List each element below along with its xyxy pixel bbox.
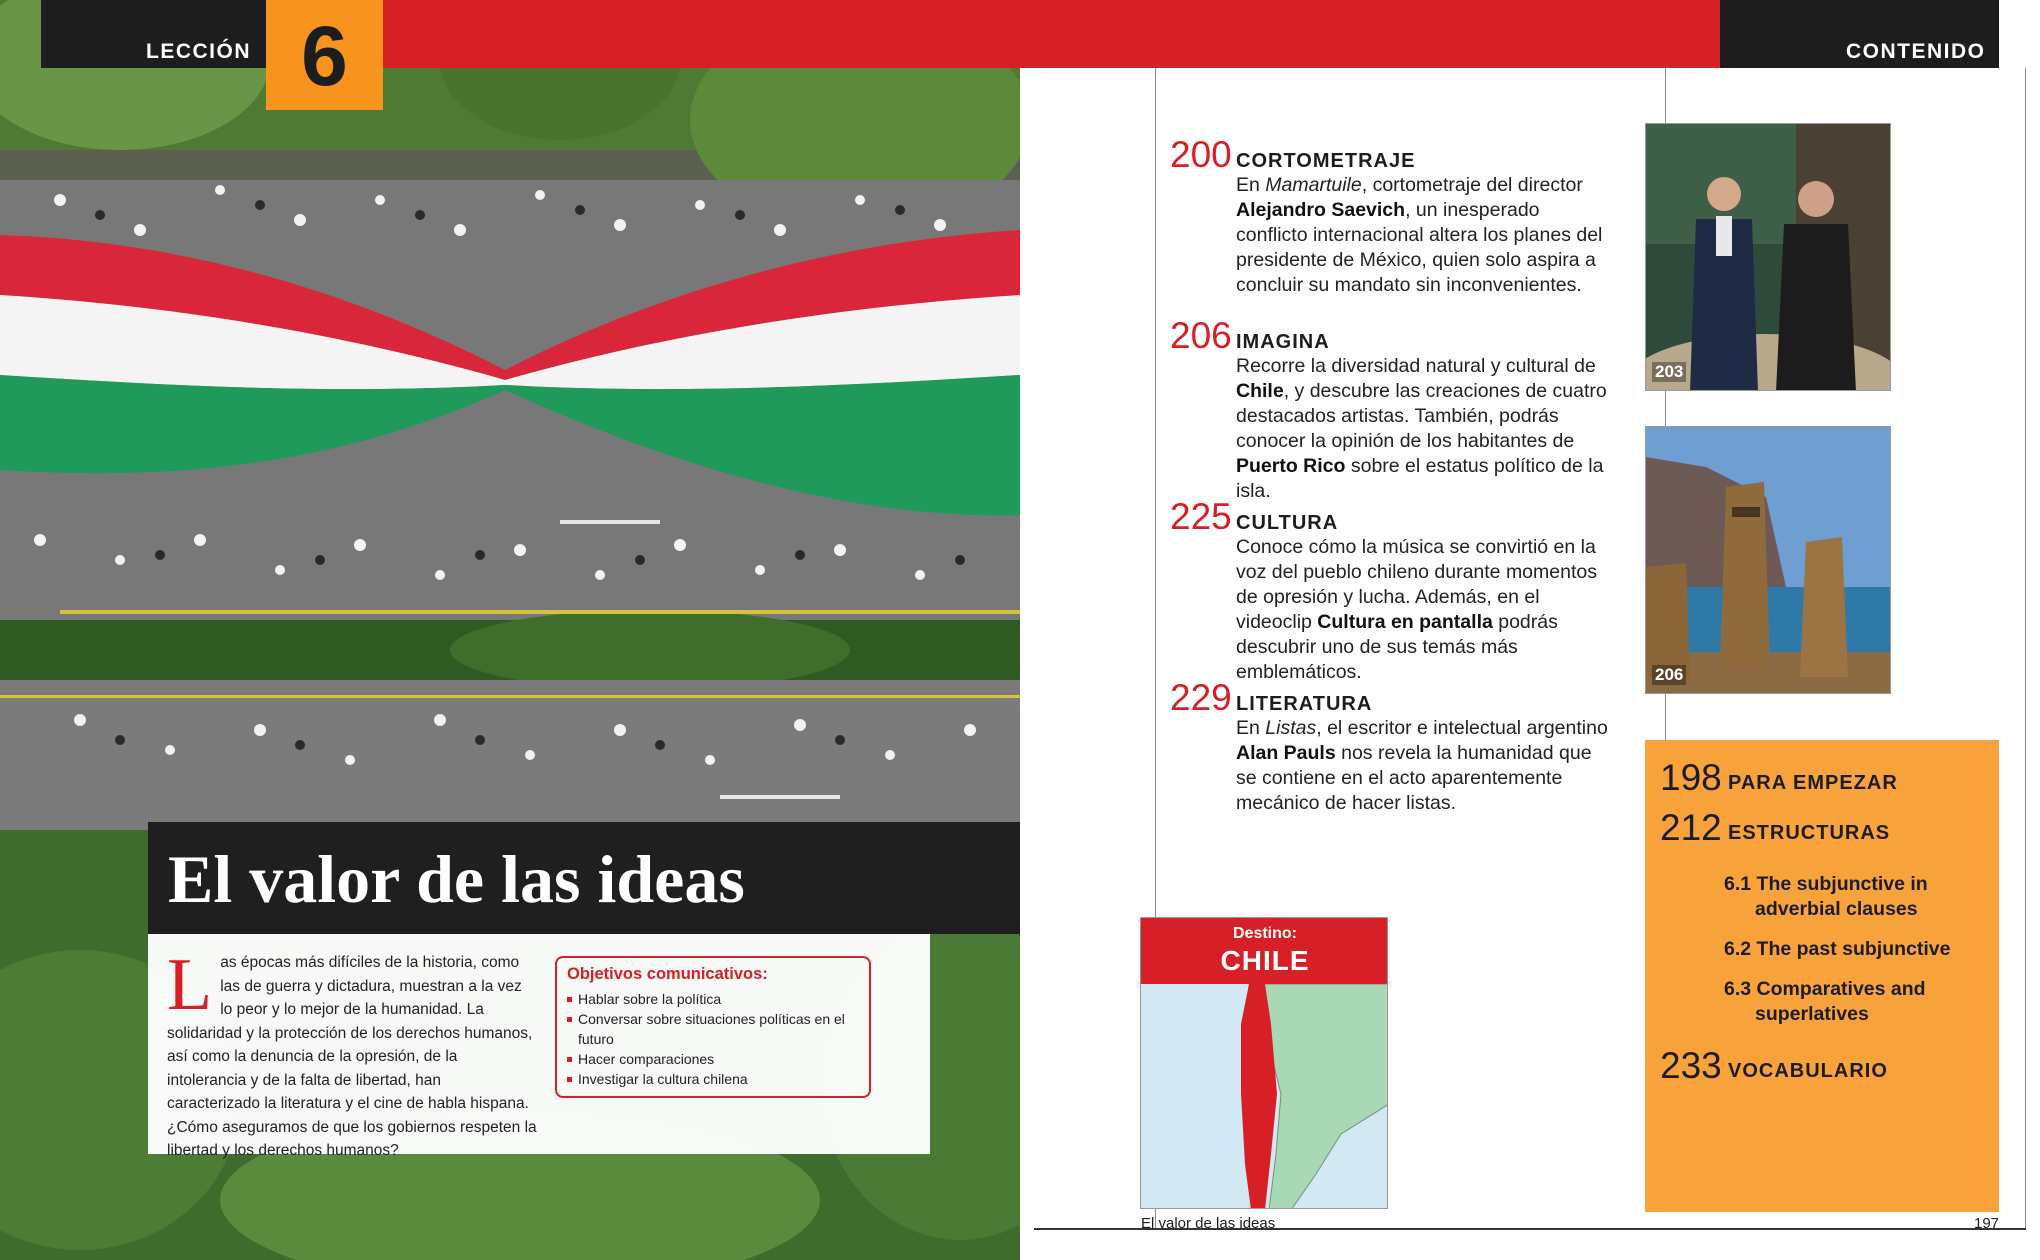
sidebar-item <box>1660 1045 1888 1086</box>
structure-number: 6.3 <box>1724 978 1752 1000</box>
contents-entry <box>1170 496 1597 685</box>
sidebar-item-page: 233 <box>1660 1045 1722 1086</box>
entry-body <box>1236 716 1616 816</box>
objective-item: Hacer comparaciones <box>567 1049 859 1069</box>
entry-body <box>1236 173 1616 298</box>
destination-box <box>1140 917 1388 1209</box>
sidebar-item <box>1660 757 1898 798</box>
structure-text-cont: adverbial clauses <box>1755 898 1918 920</box>
objective-item: Investigar la cultura chilena <box>567 1069 859 1089</box>
intro-text: as épocas más difíciles de la historia, como las de guerra y dictadura, muestran a la vez lo peor y lo mejor de la humanidad. La solidaridad y la protección de los derechos humanos, así como la denuncia de la opresión, de la intolerancia y de la falta de libertad, han caracterizado la literatura y el cine de habla hispana. ¿Cómo aseguramos de que los gobiernos respeten la libertad y los derechos humanos? <box>167 954 537 1159</box>
structure-text: The past subjunctive <box>1756 938 1951 960</box>
entry-text: Conoce cómo la música se convirtió en la voz del pueblo chileno durante momentos de opresión y lucha. Además, en el videoclip <box>1236 536 1597 633</box>
entry-highlight: Cultura en pantalla <box>1317 611 1493 633</box>
objectives-list <box>567 989 859 1089</box>
entry-body <box>1236 354 1616 504</box>
sidebar-item-title: PARA EMPEZAR <box>1728 772 1898 794</box>
lesson-label: LECCIÓN <box>146 40 251 63</box>
objective-item: Conversar sobre situaciones políticas en el futuro <box>567 1009 859 1049</box>
entry-text: , el escritor e intelectual argentino <box>1316 717 1608 739</box>
structure-text: Comparatives and <box>1756 978 1926 1000</box>
entry-title: CULTURA <box>1236 512 1339 534</box>
structure-number: 6.2 <box>1724 938 1752 960</box>
page-number: 197 <box>1974 1215 2000 1232</box>
sidebar-item-page: 198 <box>1660 757 1722 798</box>
contents-entry <box>1170 677 1608 816</box>
lesson-number: 6 <box>266 0 383 110</box>
sidebar-item-title: VOCABULARIO <box>1728 1060 1888 1082</box>
destination-country: CHILE <box>1220 945 1310 976</box>
entry-body <box>1236 535 1616 685</box>
chile-map <box>1141 984 1388 1209</box>
thumbnail-moai <box>1645 426 1891 694</box>
sidebar-item-title: ESTRUCTURAS <box>1728 822 1891 844</box>
entry-text: Recorre la diversidad natural y cultural de <box>1236 355 1596 377</box>
lesson-title-band <box>148 822 1020 934</box>
contents-entry <box>1170 315 1607 504</box>
entry-work-title: Listas <box>1265 717 1317 739</box>
thumbnail-page-label: 206 <box>1652 665 1686 685</box>
entry-text: , y descubre las creaciones de cuatro destacados artistas. También, podrás conocer la opinión de los habitantes de <box>1236 380 1607 452</box>
lesson-sidebar <box>1645 740 1999 1212</box>
structure-item <box>1724 977 1984 1027</box>
entry-page: 200 <box>1170 134 1232 175</box>
entry-text: sobre el estatus político de la isla. <box>1236 455 1604 502</box>
destination-header <box>1141 918 1388 984</box>
entry-highlight: Puerto Rico <box>1236 455 1346 477</box>
intro-paragraph <box>167 944 537 1163</box>
running-title: El valor de las ideas <box>1141 1215 1276 1232</box>
thumbnail-page-label: 203 <box>1652 362 1686 382</box>
column-rule-right <box>2025 68 2026 1229</box>
objectives-title: Objetivos comunicativos: <box>567 965 768 983</box>
entry-page: 225 <box>1170 496 1232 537</box>
structure-text: The subjunctive in <box>1756 873 1928 895</box>
entry-highlight: Chile <box>1236 380 1284 402</box>
structure-item <box>1724 872 1984 922</box>
entry-title: CORTOMETRAJE <box>1236 150 1416 172</box>
entry-text: , cortometraje del director <box>1361 174 1583 196</box>
destination-label: Destino: <box>1233 925 1297 942</box>
entry-highlight: Alejandro Saevich <box>1236 199 1406 221</box>
moai-image <box>1646 427 1891 694</box>
intro-panel <box>148 934 930 1159</box>
intro-dropcap: L <box>167 944 213 1026</box>
lesson-title: El valor de las ideas <box>168 841 745 917</box>
objective-item: Hablar sobre la política <box>567 989 859 1009</box>
structure-item <box>1724 937 1984 962</box>
entry-text: En <box>1236 174 1266 196</box>
entry-text: podrás descubrir uno de sus temás más emblemáticos. <box>1236 611 1558 683</box>
thumbnail-film <box>1645 123 1891 391</box>
entry-title: LITERATURA <box>1236 693 1373 715</box>
contents-entry <box>1170 134 1603 298</box>
section-label: CONTENIDO <box>1846 40 1986 63</box>
entry-page: 229 <box>1170 677 1232 718</box>
sidebar-item-page: 212 <box>1660 807 1722 848</box>
sidebar-item <box>1660 807 1891 848</box>
structure-text-cont: superlatives <box>1755 1003 1869 1025</box>
entry-highlight: Alan Pauls <box>1236 742 1336 764</box>
header-red-bar <box>383 0 1720 68</box>
entry-title: IMAGINA <box>1236 331 1330 353</box>
entry-text: nos revela la humanidad que se contiene en el acto aparentemente mecánico de hacer listas. <box>1236 742 1592 814</box>
structure-number: 6.1 <box>1724 873 1752 895</box>
entry-text: , un inesperado conflicto internacional altera los planes del presidente de México, quien solo aspira a concluir su mandato sin inconvenientes. <box>1236 199 1603 296</box>
entry-text: En <box>1236 717 1266 739</box>
entry-page: 206 <box>1170 315 1232 356</box>
entry-work-title: Mamartuile <box>1265 174 1362 196</box>
objectives-box <box>555 956 871 1098</box>
film-still-image <box>1646 124 1891 391</box>
